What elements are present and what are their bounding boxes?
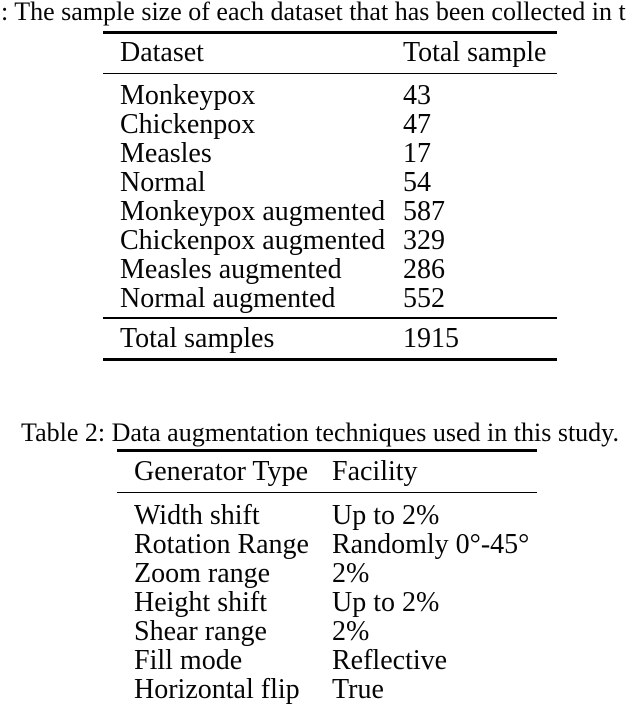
- table-2-augmentation-techniques: [117, 449, 537, 704]
- dataset-name-cell: Chickenpox augmented: [120, 225, 386, 257]
- table-1-sample-sizes: [103, 31, 557, 361]
- dataset-name-cell: Normal: [120, 167, 206, 199]
- table2-body: [117, 493, 537, 704]
- dataset-name-cell: Measles: [120, 138, 212, 170]
- table-row: [103, 81, 557, 110]
- table1-total-row: [103, 319, 557, 358]
- dataset-name-cell: Monkeypox: [120, 80, 256, 112]
- dataset-name-cell: Chickenpox: [120, 109, 256, 141]
- facility-cell: Up to 2%: [332, 500, 440, 532]
- sample-count-cell: 286: [403, 254, 445, 286]
- table1-column-header-total-sample: Total sample: [403, 37, 547, 68]
- table-row: [117, 501, 537, 530]
- dataset-name-cell: Measles augmented: [120, 254, 342, 286]
- facility-cell: Up to 2%: [332, 587, 440, 619]
- table-row: [103, 110, 557, 139]
- generator-type-cell: Shear range: [134, 616, 267, 648]
- table-row: [117, 530, 537, 559]
- sample-count-cell: 43: [403, 80, 431, 112]
- table1-bottom-rule: [103, 358, 557, 361]
- sample-count-cell: 54: [403, 167, 431, 199]
- generator-type-cell: Zoom range: [134, 558, 271, 590]
- table2-header-row: [117, 452, 537, 492]
- table2-column-header-generator-type: Generator Type: [134, 455, 309, 487]
- total-samples-value: 1915: [403, 322, 459, 354]
- table-row: [117, 559, 537, 588]
- facility-cell: 2%: [332, 616, 370, 648]
- table-row: [103, 139, 557, 168]
- facility-cell: True: [332, 674, 384, 705]
- table-row: [117, 675, 537, 704]
- facility-cell: 2%: [332, 558, 370, 590]
- sample-count-cell: 552: [403, 283, 445, 315]
- sample-count-cell: 17: [403, 138, 431, 170]
- table1-column-header-dataset: Dataset: [120, 37, 204, 68]
- table1-caption: : The sample size of each dataset that has been collected in t: [1, 0, 626, 26]
- generator-type-cell: Width shift: [134, 500, 260, 532]
- table1-body: [103, 74, 557, 317]
- total-samples-label: Total samples: [120, 322, 275, 354]
- generator-type-cell: Horizontal flip: [134, 674, 300, 705]
- table2-caption: Table 2: Data augmentation techniques used in this study.: [21, 418, 619, 447]
- table1-header-row: [103, 34, 557, 73]
- table-row: [117, 588, 537, 617]
- generator-type-cell: Rotation Range: [134, 529, 309, 561]
- table-row: [103, 255, 557, 284]
- facility-cell: Reflective: [332, 645, 448, 677]
- sample-count-cell: 47: [403, 109, 431, 141]
- dataset-name-cell: Normal augmented: [120, 283, 336, 315]
- sample-count-cell: 329: [403, 225, 445, 257]
- table-row: [103, 197, 557, 226]
- generator-type-cell: Height shift: [134, 587, 267, 619]
- sample-count-cell: 587: [403, 196, 445, 228]
- table-row: [117, 646, 537, 675]
- dataset-name-cell: Monkeypox augmented: [120, 196, 386, 228]
- facility-cell: Randomly 0°-45°: [332, 529, 530, 561]
- generator-type-cell: Fill mode: [134, 645, 243, 677]
- table-row: [103, 168, 557, 197]
- table2-column-header-facility: Facility: [332, 455, 418, 487]
- table-row: [103, 284, 557, 313]
- table-row: [103, 226, 557, 255]
- table-row: [117, 617, 537, 646]
